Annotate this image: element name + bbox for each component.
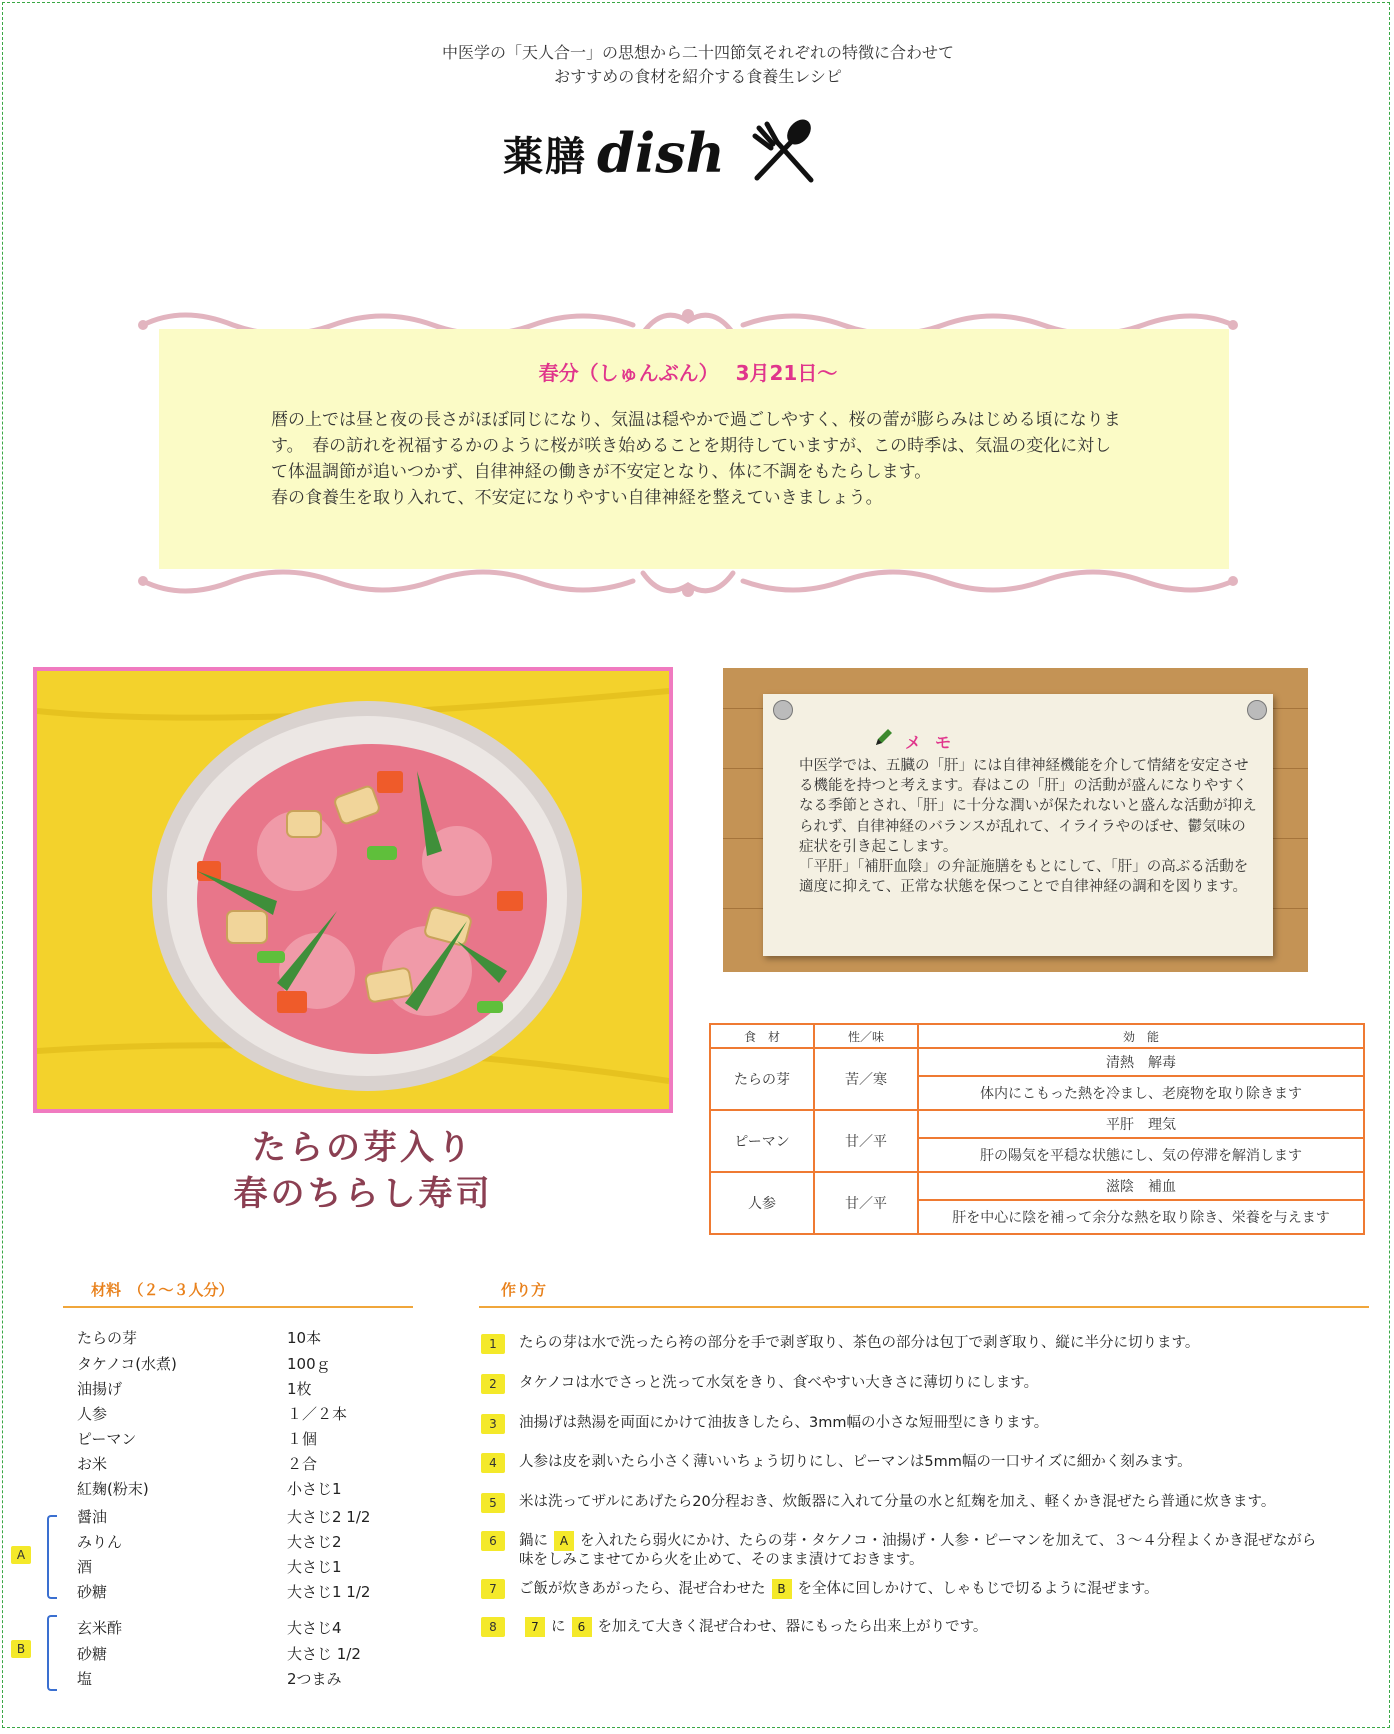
season-text: [271, 407, 1121, 511]
intro-text: [3, 41, 1390, 89]
badge-a: A: [554, 1531, 574, 1551]
ingredient-row: [77, 1556, 342, 1577]
ingredient-amount: 大さじ2: [287, 1533, 342, 1551]
step-number: 5: [481, 1493, 505, 1513]
ingredient-row: [77, 1453, 318, 1474]
group-b-bracket: [47, 1615, 57, 1691]
step-text: たらの芽は水で洗ったら袴の部分を手で剥ぎ取り、茶色の部分は包丁で剥ぎ取り、縦に半分に切ります。: [519, 1335, 1200, 1351]
ingredients-divider: [63, 1306, 413, 1308]
ingredient-name: たらの芽: [77, 1329, 138, 1347]
ingredient-row: [77, 1478, 342, 1499]
badge-step-ref: 7: [525, 1617, 545, 1637]
ingredient-name: タケノコ(水煮): [77, 1355, 177, 1373]
effect-desc-cell: 肝の陽気を平穏な状態にし、気の停滞を解消します: [918, 1138, 1364, 1172]
dish-photo: [33, 667, 673, 1113]
step-number: 3: [481, 1414, 505, 1434]
nature-cell: 苦／寒: [814, 1048, 918, 1110]
method-heading: 作り方: [501, 1281, 547, 1299]
ingredient-row: [77, 1506, 371, 1527]
intro-line-1: 中医学の「天人合一」の思想から二十四節気それぞれの特徴に合わせて: [441, 43, 954, 62]
food-cell: たらの芽: [710, 1048, 814, 1110]
step-text-part: を入れたら弱火にかけ、たらの芽・タケノコ・油揚げ・人参・ピーマンを加えて、３～４分程よくかき混ぜながら: [580, 1533, 1317, 1549]
ingredient-row: [77, 1403, 348, 1424]
step-text-part: 味をしみこませてから火を止めて、そのまま漬けておきます。: [519, 1552, 924, 1568]
step-number: 2: [481, 1374, 505, 1394]
ingredient-row: [77, 1428, 318, 1449]
table-row: [710, 1048, 1364, 1076]
ingredient-row: [77, 1531, 342, 1552]
dish-title-line-2: 春のちらし寿司: [233, 1174, 493, 1214]
effect-title-cell: 平肝 理気: [918, 1110, 1364, 1138]
ingredient-amount: 1枚: [287, 1380, 312, 1398]
ingredient-name: 醤油: [77, 1508, 108, 1526]
group-a-bracket: [47, 1515, 57, 1599]
step-number: 6: [481, 1531, 505, 1551]
table-header: 効 能: [918, 1024, 1364, 1048]
ingredient-amount: 大さじ2 1/2: [287, 1508, 371, 1526]
ingredient-amount: 小さじ1: [287, 1480, 342, 1498]
ingredient-name: 人参: [77, 1405, 108, 1423]
ingredient-name: ピーマン: [77, 1430, 137, 1448]
pin-icon: [1247, 700, 1267, 720]
logo-jp: 薬膳: [503, 133, 587, 180]
ingredient-name: 紅麹(粉末): [77, 1480, 149, 1498]
ingredient-name: みりん: [77, 1533, 123, 1551]
pencil-icon: [873, 726, 895, 752]
step-text-part: ご飯が炊きあがったら、混ぜ合わせた: [519, 1581, 766, 1597]
pin-icon: [773, 700, 793, 720]
food-cell: ピーマン: [710, 1110, 814, 1172]
season-box: [123, 303, 1253, 603]
memo-paragraph-2: 「平肝」「補肝血陰」の弁証施膳をもとにして、「肝」の高ぶる活動を適度に抑えて、正常な状態を保つことで自律神経の調和を図ります。: [799, 859, 1249, 896]
step-number: 8: [481, 1617, 505, 1637]
ingredient-name: 砂糖: [77, 1645, 108, 1663]
table-row: [710, 1172, 1364, 1200]
nature-cell: 甘／平: [814, 1172, 918, 1234]
ingredient-row: [77, 1668, 342, 1689]
season-title: 春分（しゅんぶん） 3月21日～: [538, 361, 838, 385]
step-number: 1: [481, 1334, 505, 1354]
ingredient-row: [77, 1617, 342, 1638]
ingredient-amount: 100ｇ: [287, 1355, 331, 1373]
memo-paper: [763, 694, 1273, 956]
step-text: [519, 1579, 1389, 1599]
step-number: 4: [481, 1453, 505, 1473]
recipe-page: [2, 2, 1390, 1728]
step-text: 米は洗ってザルにあげたら20分程おき、炊飯器に入れて分量の水と紅麹を加え、軽くかき混ぜたら普通に炊きます。: [519, 1494, 1276, 1510]
ingredient-row: [77, 1581, 371, 1602]
memo-heading: メモ: [905, 733, 966, 752]
ingredient-amount: 大さじ1: [287, 1558, 342, 1576]
memo-board: [723, 668, 1308, 972]
effect-title-cell: 滋陰 補血: [918, 1172, 1364, 1200]
ingredient-name: 油揚げ: [77, 1380, 123, 1398]
table-header: 性／味: [814, 1024, 918, 1048]
ingredient-row: [77, 1643, 361, 1664]
dish-title-line-1: たらの芽入り: [252, 1128, 474, 1168]
step-number: 7: [481, 1579, 505, 1599]
ingredients-heading: 材料 （２～３人分）: [91, 1281, 234, 1299]
logo: [503, 113, 821, 193]
ingredient-row: [77, 1353, 331, 1374]
fork-spoon-icon: [747, 114, 821, 192]
group-b-badge: B: [11, 1640, 31, 1658]
ingredient-name: 砂糖: [77, 1583, 108, 1601]
ingredient-amount: 大さじ4: [287, 1619, 342, 1637]
table-row: [710, 1110, 1364, 1138]
ingredient-amount: 2つまみ: [287, 1670, 342, 1688]
memo-paragraph-1: 中医学では、五臓の「肝」には自律神経機能を介して情緒を安定させる機能を持つと考えます。春はこの「肝」の活動が盛んになりやすくなる季節とされ、「肝」に十分な潤いが保たれないと盛んな活動が抑えられず、自律神経のバランスが乱れて、イライラやのぼせ、鬱気味の症状を引き起こします。: [799, 758, 1257, 855]
ingredient-name: 酒: [77, 1558, 93, 1576]
effect-title-cell: 清熱 解毒: [918, 1048, 1364, 1076]
effect-desc-cell: 体内にこもった熱を冷まし、老廃物を取り除きます: [918, 1076, 1364, 1110]
table-header: 食 材: [710, 1024, 814, 1048]
nature-cell: 甘／平: [814, 1110, 918, 1172]
step-text: 油揚げは熱湯を両面にかけて油抜きしたら、3mm幅の小さな短冊型にきります。: [519, 1415, 1049, 1431]
ingredient-row: [77, 1378, 312, 1399]
step-text-part: を加えて大きく混ぜ合わせ、器にもったら出来上がりです。: [597, 1619, 988, 1635]
season-paragraph-2: 春の食養生を取り入れて、不安定になりやすい自律神経を整えていきましょう。: [271, 488, 883, 508]
intro-line-2: おすすめの食材を紹介する食養生レシピ: [554, 67, 842, 86]
badge-b: B: [772, 1579, 792, 1599]
ingredient-amount: １個: [287, 1430, 318, 1448]
step-text-part: に: [551, 1619, 566, 1635]
ingredient-amount: 大さじ1 1/2: [287, 1583, 371, 1601]
ingredient-row: [77, 1327, 322, 1348]
table-header-row: [710, 1024, 1364, 1048]
step-text: [519, 1531, 1389, 1570]
ingredient-amount: 大さじ 1/2: [287, 1645, 361, 1663]
step-text-part: を全体に回しかけて、しゃもじで切るように混ぜます。: [797, 1581, 1159, 1597]
ingredient-name: 玄米酢: [77, 1619, 123, 1637]
ornament-bottom: [123, 557, 1253, 603]
badge-step-ref: 6: [572, 1617, 592, 1637]
logo-en: dish: [597, 121, 725, 185]
step-text: タケノコは水でさっと洗って水気をきり、食べやすい大きさに薄切りにします。: [519, 1375, 1039, 1391]
memo-text: [799, 756, 1259, 897]
season-paragraph-1: 暦の上では昼と夜の長さがほぼ同じになり、気温は穏やかで過ごしやすく、桜の蕾が膨らみはじめる頃になります。 春の訪れを祝福するかのように桜が咲き始めることを期待していますが、この時季は、気温の変化に対して体温調節が追いつかず、自律神経の働きが不安定となり、体に不調をもたらします。: [271, 410, 1121, 482]
food-cell: 人参: [710, 1172, 814, 1234]
effect-desc-cell: 肝を中心に陰を補って余分な熱を取り除き、栄養を与えます: [918, 1200, 1364, 1234]
step-text: 人参は皮を剥いたら小さく薄いいちょう切りにし、ピーマンは5mm幅の一口サイズに細かく刻みます。: [519, 1454, 1192, 1470]
ingredient-amount: ２合: [287, 1455, 318, 1473]
ingredient-name: お米: [77, 1455, 108, 1473]
ingredient-amount: １／２本: [287, 1405, 348, 1423]
ingredient-name: 塩: [77, 1670, 93, 1688]
dish-title: [203, 1125, 523, 1217]
method-divider: [479, 1306, 1369, 1308]
group-a-badge: A: [11, 1546, 31, 1564]
step-text: [519, 1617, 1389, 1637]
step-text-part: 鍋に: [519, 1533, 548, 1549]
ingredient-properties-table: [709, 1023, 1365, 1235]
ingredient-amount: 10本: [287, 1329, 322, 1347]
